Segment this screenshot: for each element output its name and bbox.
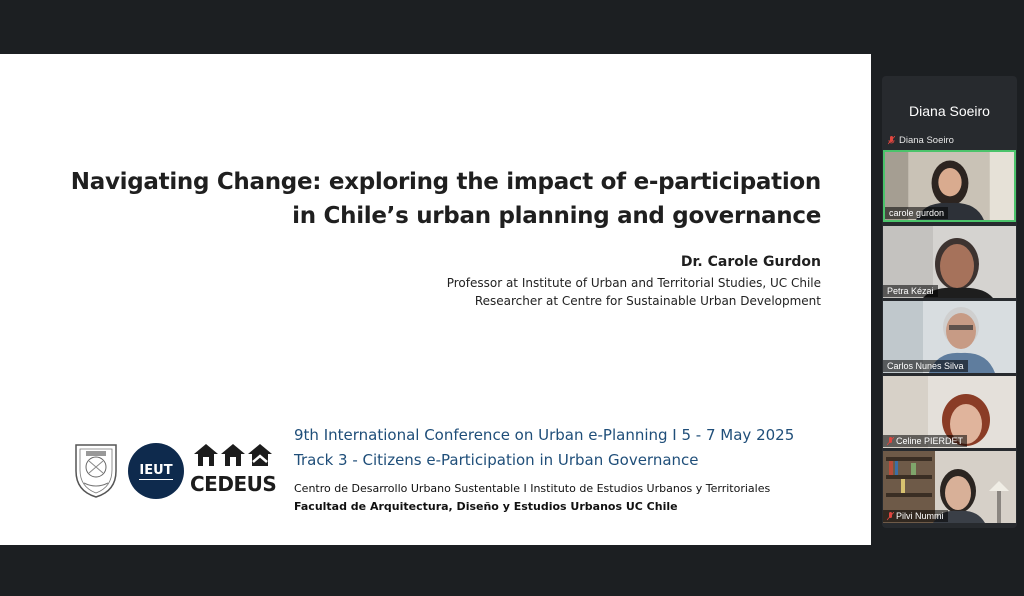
participant-tile-carlos[interactable] — [883, 301, 1016, 373]
slide-title-line-1: Navigating Change: exploring the impact of e-participation — [70, 169, 821, 195]
participant-tile-celine[interactable] — [883, 376, 1016, 448]
participant-tile-pilvi[interactable] — [883, 451, 1016, 523]
participant-name-tag — [883, 510, 948, 522]
active-speaker-label: Diana Soeiro — [899, 135, 954, 146]
participants-panel — [882, 76, 1017, 528]
participant-name-tag — [885, 207, 948, 219]
participant-tile-petra[interactable] — [883, 226, 1016, 298]
participant-name: Carlos Nunes Silva — [887, 361, 964, 371]
participant-name: Petra Kézai — [887, 286, 934, 296]
conference-line: 9th International Conference on Urban e-Planning I 5 - 7 May 2025 — [294, 426, 795, 444]
presenter-role-1: Professor at Institute of Urban and Territorial Studies, UC Chile — [446, 276, 821, 290]
participant-tile-carole[interactable] — [883, 150, 1016, 222]
track-line: Track 3 - Citizens e-Participation in Urban Governance — [294, 451, 699, 469]
institute-line: Centro de Desarrollo Urbano Sustentable I Instituto de Estudios Urbanos y Territoriales — [294, 482, 771, 495]
slide-title-line-2: in Chile’s urban planning and governance — [292, 203, 821, 229]
presenter-role-2: Researcher at Centre for Sustainable Urban Development — [474, 294, 821, 308]
muted-mic-icon — [887, 437, 894, 446]
faculty-line: Facultad de Arquitectura, Diseño y Estudios Urbanos UC Chile — [294, 500, 678, 513]
participant-name: Celine PIERDET — [896, 436, 964, 446]
cedeus-logo-text: CEDEUS — [190, 472, 277, 496]
participant-name-tag — [883, 435, 967, 447]
active-speaker-name: Diana Soeiro — [909, 103, 990, 119]
ieut-logo-text: IEUT — [139, 462, 173, 478]
ieut-logo — [128, 443, 184, 499]
presenter-name: Dr. Carole Gurdon — [680, 254, 821, 270]
participant-name: Pilvi Nummi — [896, 511, 944, 521]
slide-title — [61, 165, 821, 233]
participant-name: carole gurdon — [889, 208, 945, 218]
muted-mic-icon — [887, 512, 894, 521]
cedeus-houses-icon — [193, 442, 273, 468]
participant-name-tag — [883, 285, 938, 297]
participant-name-tag — [883, 360, 968, 372]
cedeus-logo — [190, 442, 276, 500]
active-speaker-row[interactable] — [888, 135, 954, 146]
university-seal-logo — [72, 439, 120, 499]
muted-mic-icon — [888, 136, 895, 145]
shared-slide — [0, 54, 871, 545]
